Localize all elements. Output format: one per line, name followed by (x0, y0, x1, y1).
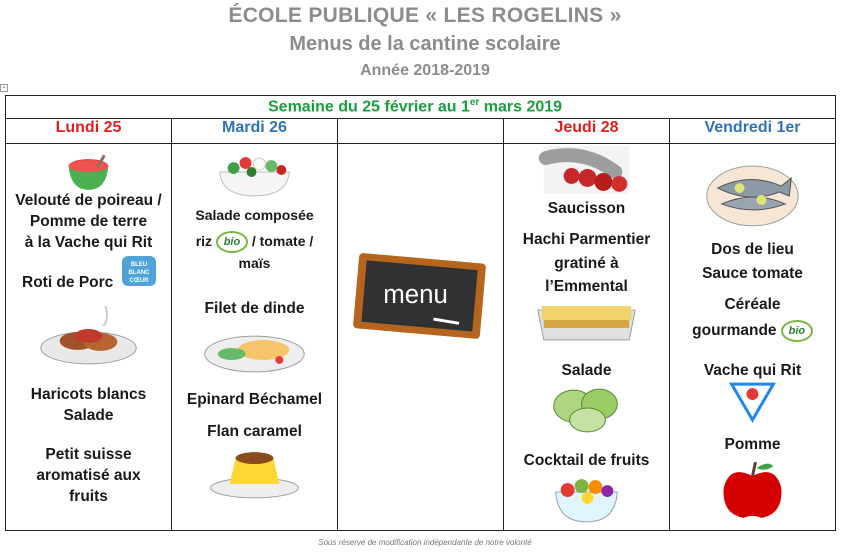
page-subtitle: Menus de la cantine scolaire (289, 33, 561, 55)
thursday-main-line: Hachi Parmentier (522, 231, 651, 248)
school-year: Année 2018-2019 (360, 62, 490, 79)
bleu-blanc-coeur-logo: BLEU BLANC CŒUR (122, 256, 156, 286)
chalkboard-text: menu (383, 280, 448, 309)
monday-dessert-line: fruits (69, 488, 108, 505)
week-header (6, 96, 836, 119)
fish-plate-icon (670, 158, 835, 230)
school-title: ÉCOLE PUBLIQUE « LES ROGELINS » (228, 4, 622, 27)
thursday-dessert: Cocktail de fruits (523, 452, 650, 469)
friday-main-line: Sauce tomate (702, 264, 803, 282)
tuesday-dessert: Flan caramel (207, 423, 302, 440)
soup-bowl-icon (6, 152, 171, 192)
thursday-side: Salade (561, 362, 612, 379)
monday-dessert-line: aromatisé aux (36, 467, 141, 484)
footer-note: Sous réserve de modification indépendante de notre volonté (318, 538, 532, 547)
monday-starter-line: à la Vache qui Rit (24, 234, 153, 251)
monday-starter-line: Velouté de poireau / (15, 192, 162, 209)
thursday-starter: Saucisson (547, 200, 626, 217)
turkey-plate-icon (172, 320, 337, 380)
monday-sides (6, 384, 171, 426)
day-tuesday: Mardi 26 (172, 119, 338, 144)
sausage-icon (504, 144, 669, 196)
apple-icon (670, 458, 835, 524)
thursday-main-line: gratiné à (554, 254, 619, 272)
friday-side-2-label: gourmande (692, 322, 777, 340)
day-monday: Lundi 25 (6, 119, 172, 144)
day-thursday: Jeudi 28 (504, 119, 670, 144)
tuesday-starter-3: maïs (238, 255, 271, 271)
friday-side-2 (670, 320, 835, 342)
tuesday-cell (172, 144, 338, 531)
friday-cell (670, 144, 836, 531)
tuesday-starter-1: Salade composée (195, 207, 314, 223)
monday-starter (6, 190, 171, 253)
friday-main-line: Dos de lieu (711, 241, 794, 258)
monday-starter-line: Pomme de terre (29, 213, 148, 230)
tuesday-starter-tomato: / tomate / (251, 233, 314, 249)
tuesday-side: Epinard Béchamel (186, 391, 323, 408)
roast-pork-plate-icon (6, 296, 171, 372)
week-label-sup: er (469, 97, 480, 109)
friday-main (670, 238, 835, 285)
tuesday-starter-2 (172, 230, 337, 253)
bio-logo-icon: bio (216, 231, 248, 253)
lettuce-icon (504, 380, 669, 436)
friday-side-1: Céréale (724, 296, 781, 313)
monday-side: Salade (63, 407, 114, 424)
day-wednesday (338, 119, 504, 144)
week-label-end: mars 2019 (479, 98, 563, 116)
friday-cheese: Vache qui Rit (703, 362, 802, 379)
flan-caramel-icon (172, 444, 337, 500)
tuesday-starter-rice: riz (195, 233, 213, 249)
thursday-main-line: l’Emmental (545, 278, 628, 295)
thursday-cell (504, 144, 670, 531)
tuesday-main: Filet de dinde (204, 300, 305, 317)
monday-main: Roti de Porc (22, 274, 114, 291)
menu-table (5, 95, 836, 531)
monday-cell (6, 144, 172, 531)
monday-dessert-line: Petit suisse (45, 446, 132, 463)
week-label: Semaine du 25 février au 1 (268, 98, 470, 116)
wednesday-cell (338, 144, 504, 531)
cheese-portion-icon (670, 380, 835, 424)
thursday-main (504, 228, 669, 299)
parmentier-dish-icon (504, 294, 669, 346)
bio-logo-icon: bio (781, 320, 813, 342)
salad-bowl-icon (172, 150, 337, 200)
chalkboard-menu-icon (338, 248, 503, 344)
day-friday: Vendredi 1er (670, 119, 836, 144)
monday-dessert (6, 444, 171, 507)
friday-dessert: Pomme (724, 436, 781, 453)
table-move-handle[interactable]: + (0, 84, 8, 92)
monday-side: Haricots blancs (30, 386, 147, 403)
fruit-cocktail-icon (504, 472, 669, 528)
